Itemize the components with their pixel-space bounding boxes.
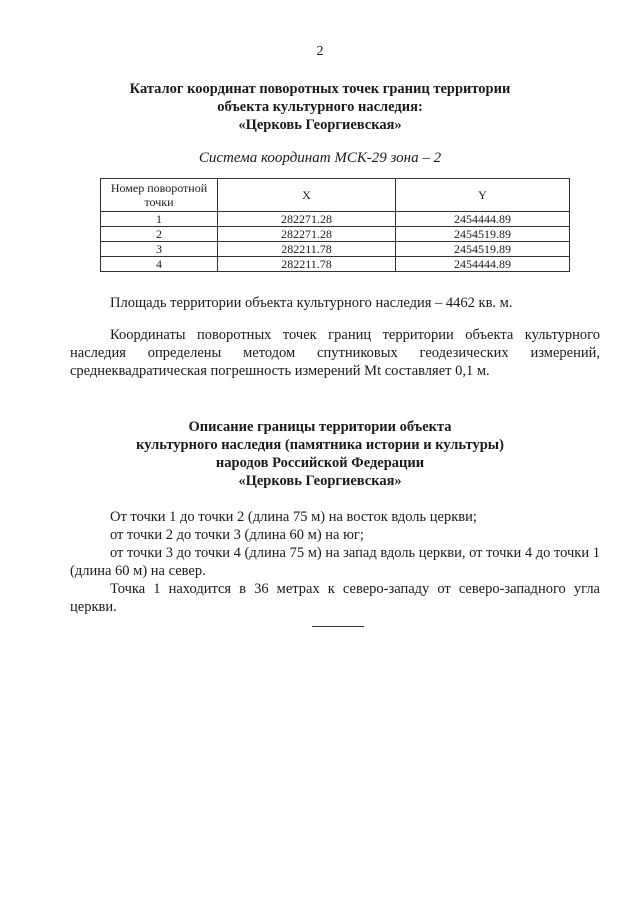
cell-x: 282211.78 xyxy=(218,242,396,257)
table-row xyxy=(101,242,570,257)
cell-y: 2454444.89 xyxy=(396,212,570,227)
catalog-title-line1: Каталог координат поворотных точек границ территории xyxy=(129,81,511,97)
end-of-text-divider xyxy=(312,626,364,627)
area-paragraph: Площадь территории объекта культурного наследия – 4462 кв. м. xyxy=(110,295,513,311)
description-title-line1: Описание границы территории объекта xyxy=(188,419,452,435)
cell-x: 282271.28 xyxy=(218,212,396,227)
description-title-line2: культурного наследия (памятника истории и культуры) xyxy=(136,437,504,453)
cell-y: 2454519.89 xyxy=(396,227,570,242)
cell-point-number: 4 xyxy=(101,257,218,272)
description-line: от точки 3 до точки 4 (длина 75 м) на запад вдоль церкви, от точки 4 до точки 1 (длина 60 м) на север. xyxy=(70,545,600,579)
cell-point-number: 2 xyxy=(101,227,218,242)
boundary-description xyxy=(70,508,600,616)
catalog-title xyxy=(60,80,580,134)
description-line: от точки 2 до точки 3 (длина 60 м) на юг; xyxy=(110,527,364,543)
table-row xyxy=(101,257,570,272)
coordinates-table xyxy=(100,178,570,272)
description-line: Точка 1 находится в 36 метрах к северо-западу от северо-западного угла церкви. xyxy=(70,581,600,615)
method-paragraph: Координаты поворотных точек границ территории объекта культурного наследия определены методом спутниковых геодезических измерений, среднеквадратическая погрешность измерений Mt составляет 0,1 м. xyxy=(70,327,600,379)
header-y: Y xyxy=(396,179,570,212)
description-line: От точки 1 до точки 2 (длина 75 м) на восток вдоль церкви; xyxy=(110,509,477,525)
cell-point-number: 1 xyxy=(101,212,218,227)
cell-y: 2454519.89 xyxy=(396,242,570,257)
header-point-number: Номер поворотной точки xyxy=(101,179,218,212)
cell-point-number: 3 xyxy=(101,242,218,257)
description-title xyxy=(60,418,580,490)
catalog-title-line2: объекта культурного наследия: xyxy=(217,99,423,115)
cell-y: 2454444.89 xyxy=(396,257,570,272)
table-row xyxy=(101,227,570,242)
description-title-line3: народов Российской Федерации xyxy=(215,455,425,471)
header-x: X xyxy=(218,179,396,212)
coordinate-system: Система координат МСК-29 зона – 2 xyxy=(198,150,442,166)
table-row xyxy=(101,212,570,227)
cell-x: 282271.28 xyxy=(218,227,396,242)
cell-x: 282211.78 xyxy=(218,257,396,272)
table-header-row xyxy=(101,179,570,212)
page-number: 2 xyxy=(316,44,324,59)
description-title-line4: «Церковь Георгиевская» xyxy=(238,473,402,489)
catalog-title-line3: «Церковь Георгиевская» xyxy=(238,117,402,133)
